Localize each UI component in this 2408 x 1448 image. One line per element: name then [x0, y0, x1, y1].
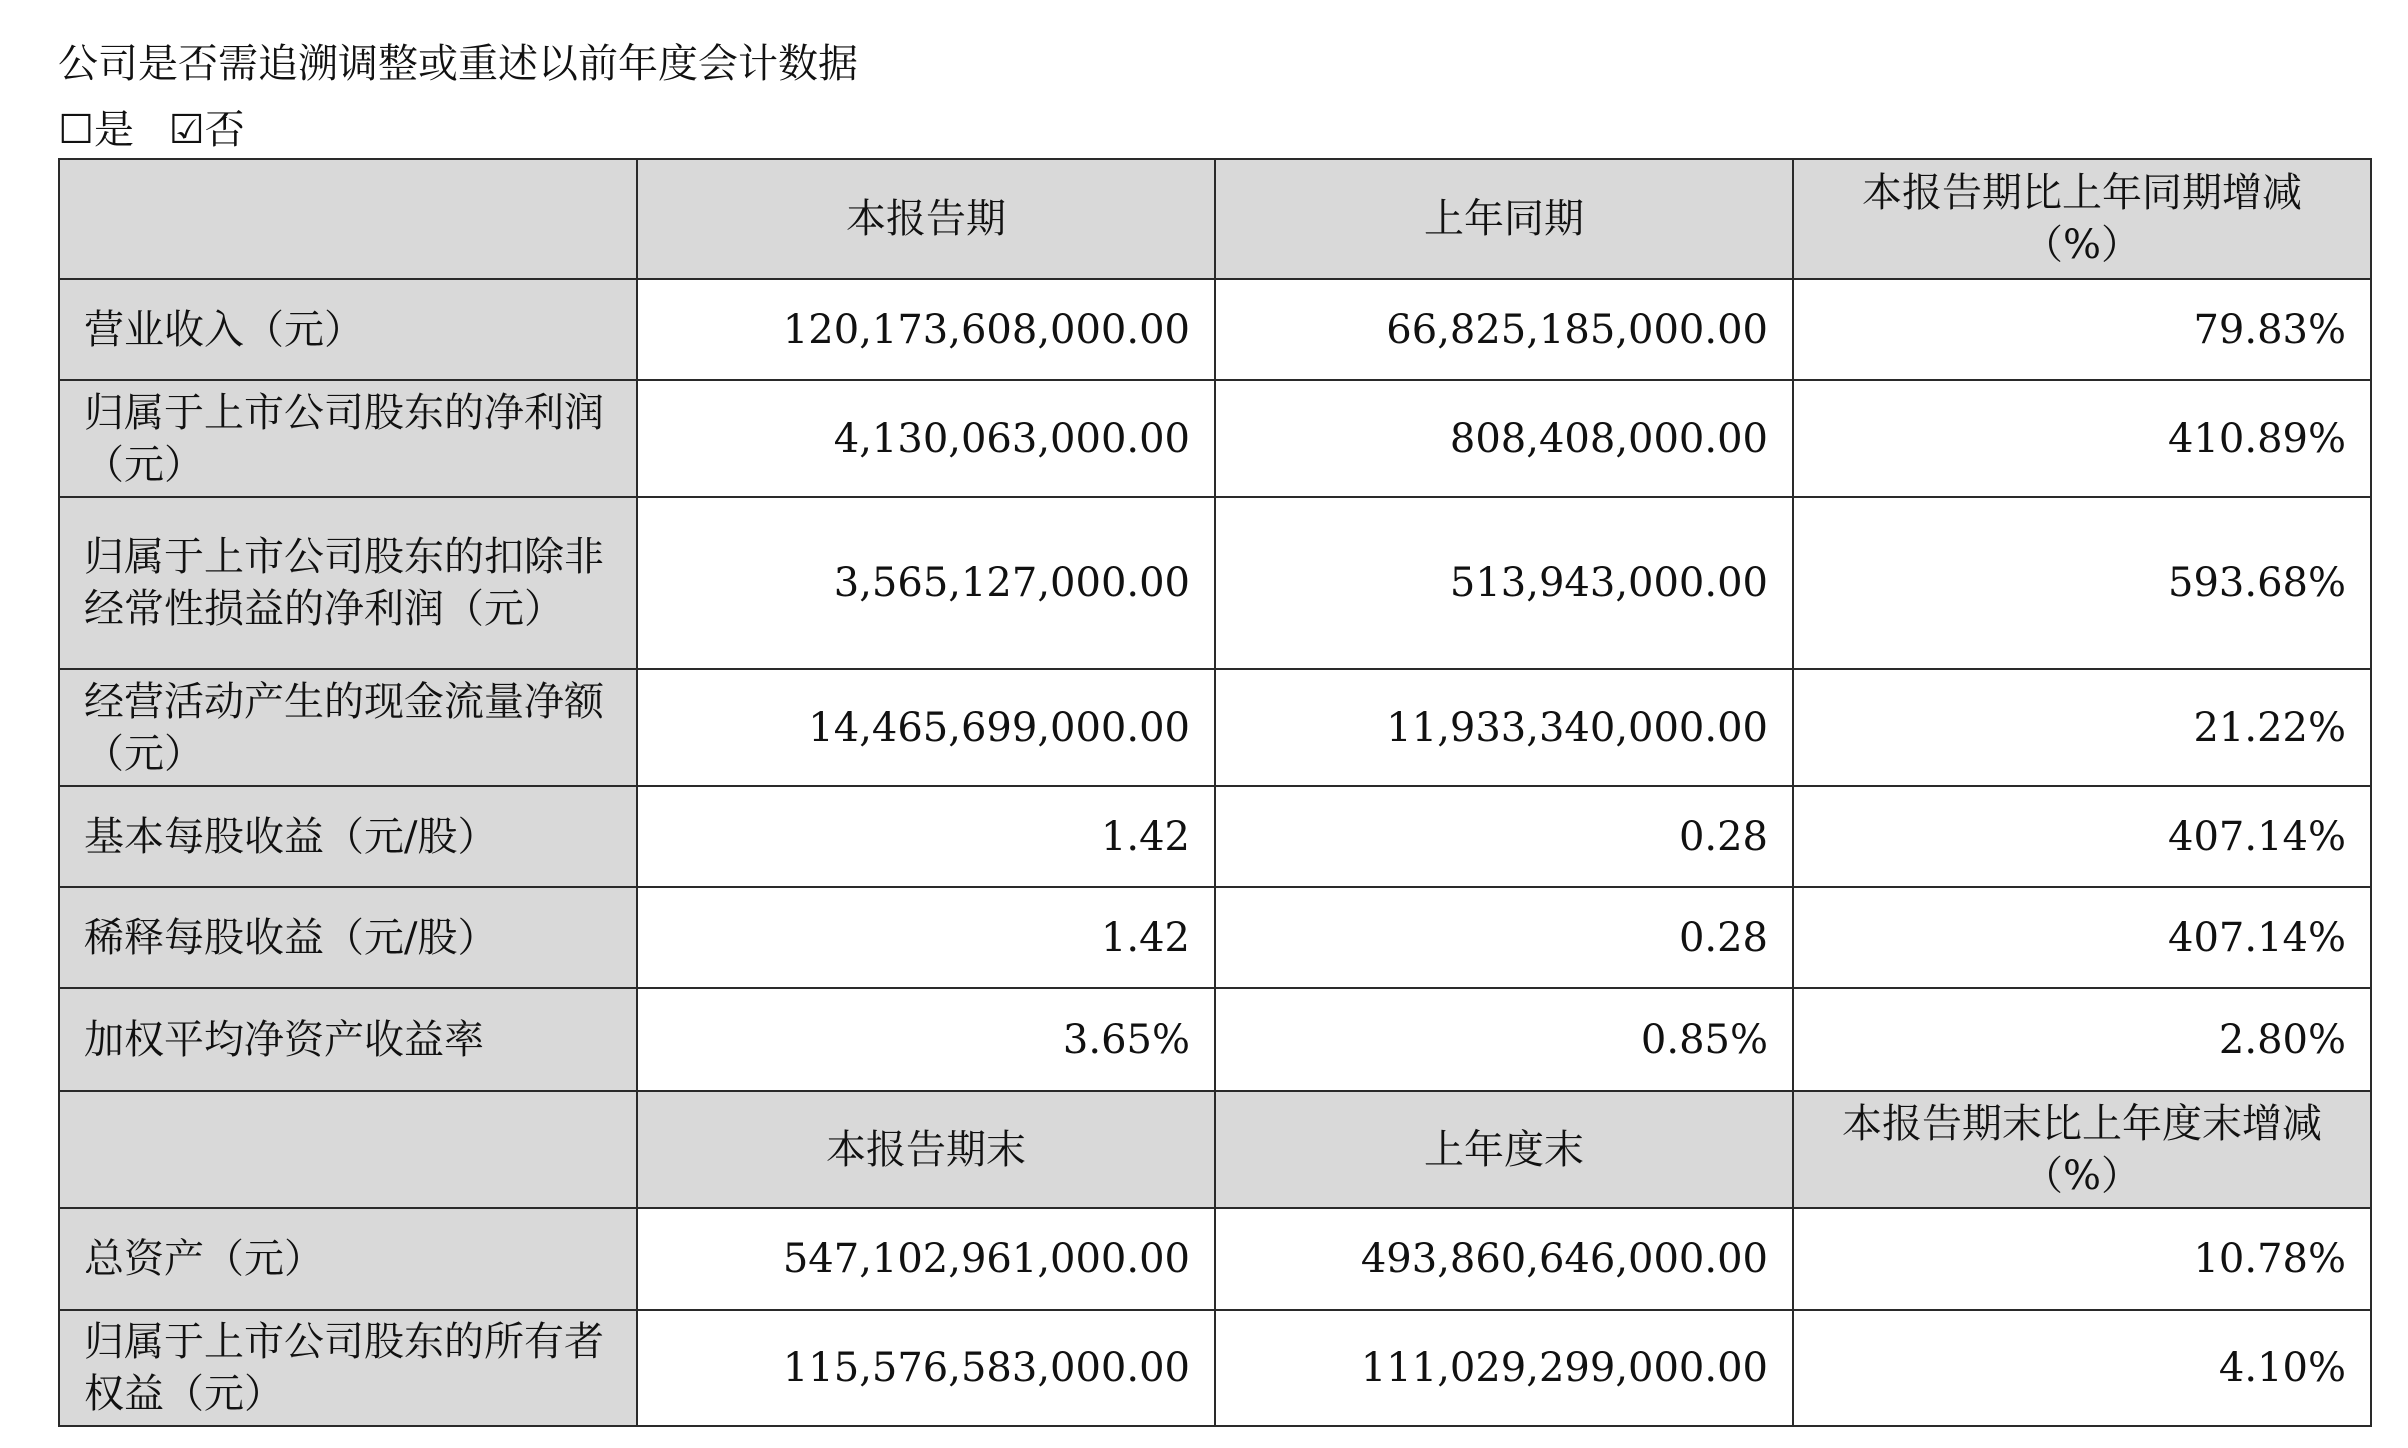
prior-value: 493,860,646,000.00	[1215, 1208, 1793, 1310]
prior-value: 513,943,000.00	[1215, 497, 1793, 669]
table-row	[59, 988, 2371, 1091]
current-value: 14,465,699,000.00	[637, 669, 1215, 786]
header-period-end-change-line1: 本报告期末比上年度末增减	[1842, 1100, 2322, 1147]
table-row	[59, 279, 2371, 380]
row-label: 加权平均净资产收益率	[59, 988, 637, 1091]
option-no[interactable]	[169, 104, 245, 156]
header-blank-cell	[59, 159, 637, 279]
current-value: 115,576,583,000.00	[637, 1310, 1215, 1426]
header-period-change	[1793, 159, 2371, 279]
row-label: 基本每股收益（元/股）	[59, 786, 637, 887]
table-row	[59, 669, 2371, 786]
table-row	[59, 1310, 2371, 1426]
change-value: 4.10%	[1793, 1310, 2371, 1426]
current-value: 1.42	[637, 786, 1215, 887]
current-value: 1.42	[637, 887, 1215, 988]
prior-value: 111,029,299,000.00	[1215, 1310, 1793, 1426]
option-yes-label: 是	[94, 107, 134, 153]
header-period-change-line2: （%）	[2022, 222, 2141, 268]
prior-value: 66,825,185,000.00	[1215, 279, 1793, 380]
current-value: 120,173,608,000.00	[637, 279, 1215, 380]
prior-value: 0.28	[1215, 786, 1793, 887]
header-period-end-change	[1793, 1091, 2371, 1208]
prior-value: 808,408,000.00	[1215, 380, 1793, 497]
current-value: 3.65%	[637, 988, 1215, 1091]
restatement-options	[58, 104, 267, 156]
header-current-period-end: 本报告期末	[637, 1091, 1215, 1208]
current-value: 4,130,063,000.00	[637, 380, 1215, 497]
current-value: 547,102,961,000.00	[637, 1208, 1215, 1310]
table-row	[59, 786, 2371, 887]
option-yes[interactable]	[58, 104, 134, 156]
change-value: 21.22%	[1793, 669, 2371, 786]
header-prior-period: 上年同期	[1215, 159, 1793, 279]
change-value: 2.80%	[1793, 988, 2371, 1091]
current-value: 3,565,127,000.00	[637, 497, 1215, 669]
row-label: 归属于上市公司股东的扣除非经常性损益的净利润（元）	[59, 497, 637, 669]
prior-value: 11,933,340,000.00	[1215, 669, 1793, 786]
table-header-row-period	[59, 159, 2371, 279]
table-row	[59, 380, 2371, 497]
table-row	[59, 887, 2371, 988]
header-blank-cell	[59, 1091, 637, 1208]
header-prior-year-end: 上年度末	[1215, 1091, 1793, 1208]
header-period-change-line1: 本报告期比上年同期增减	[1862, 170, 2302, 216]
option-no-label: 否	[204, 107, 245, 153]
change-value: 410.89%	[1793, 380, 2371, 497]
table-row	[59, 497, 2371, 669]
row-label: 营业收入（元）	[59, 279, 637, 380]
row-label: 经营活动产生的现金流量净额（元）	[59, 669, 637, 786]
prior-value: 0.28	[1215, 887, 1793, 988]
change-value: 407.14%	[1793, 786, 2371, 887]
key-financial-data-table	[58, 158, 2372, 1427]
row-label: 归属于上市公司股东的所有者权益（元）	[59, 1310, 637, 1426]
change-value: 79.83%	[1793, 279, 2371, 380]
change-value: 593.68%	[1793, 497, 2371, 669]
header-current-period: 本报告期	[637, 159, 1215, 279]
checkbox-unchecked-icon[interactable]: ☐	[58, 107, 94, 153]
table-header-row-period-end	[59, 1091, 2371, 1208]
change-value: 10.78%	[1793, 1208, 2371, 1310]
checkbox-checked-icon[interactable]: ☑	[168, 107, 205, 153]
restatement-question: 公司是否需追溯调整或重述以前年度会计数据	[58, 41, 858, 87]
prior-value: 0.85%	[1215, 988, 1793, 1091]
row-label: 归属于上市公司股东的净利润（元）	[59, 380, 637, 497]
table-row	[59, 1208, 2371, 1310]
row-label: 总资产（元）	[59, 1208, 637, 1310]
change-value: 407.14%	[1793, 887, 2371, 988]
row-label: 稀释每股收益（元/股）	[59, 887, 637, 988]
header-period-end-change-line2: （%）	[2022, 1152, 2141, 1199]
